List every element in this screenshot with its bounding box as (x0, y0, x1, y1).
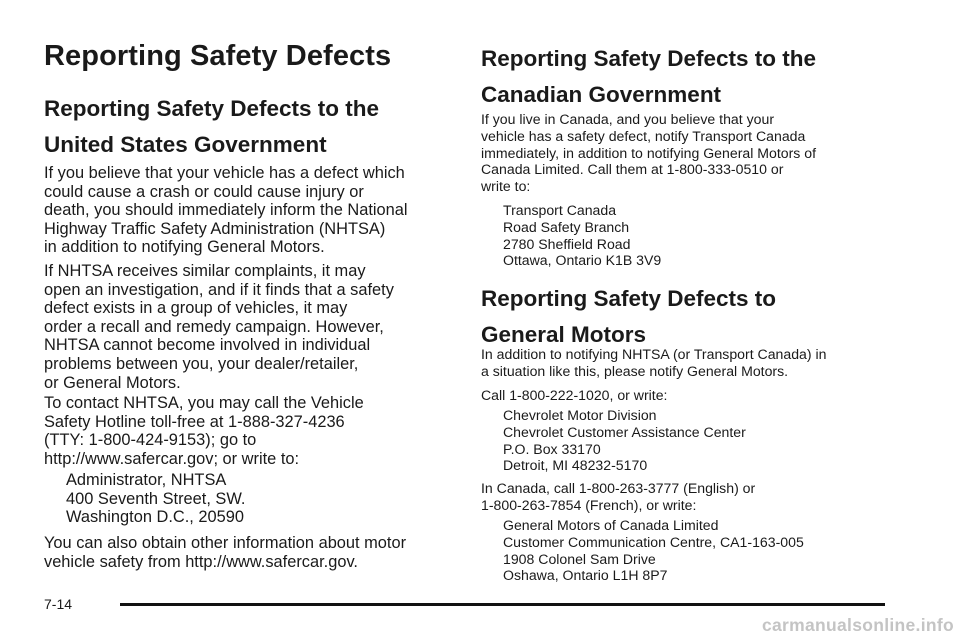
us-paragraph-4 (44, 534, 406, 571)
watermark: carmanualsonline.info (761, 615, 954, 635)
address-line: 1908 Colonel Sam Drive (503, 550, 656, 567)
text-line: 1-800-263-7854 (French), or write: (481, 496, 697, 513)
address-line: Ottawa, Ontario K1B 3V9 (503, 252, 662, 269)
us-government-heading (44, 91, 379, 163)
chevrolet-address (481, 407, 746, 474)
transport-canada-address (481, 202, 661, 269)
footer-rule (120, 603, 885, 606)
address-line: 400 Seventh Street, SW. (66, 489, 246, 508)
address-line: 2780 Sheffield Road (503, 235, 631, 252)
text-line: immediately, in addition to notifying General Motors of (481, 144, 817, 161)
text-line: problems between you, your dealer/retailer, (44, 354, 359, 373)
text-line: NHTSA cannot become involved in individual (44, 336, 371, 355)
heading-line: Reporting Safety Defects to (481, 286, 777, 311)
canada-paragraph-1 (481, 111, 816, 195)
text-line: Call 1-800-222-1020, or write: (481, 387, 668, 403)
gm-paragraph-2 (481, 387, 667, 404)
text-line: defect exists in a group of vehicles, it may (44, 299, 348, 318)
general-motors-heading (481, 281, 776, 353)
text-line: In Canada, call 1-800-263-3777 (English) or (481, 480, 756, 496)
heading-line: Canadian Government (481, 82, 722, 107)
text-line: or General Motors. (44, 373, 181, 392)
text-line: Highway Traffic Safety Administration (NHTSA) (44, 219, 386, 238)
text-line: Safety Hotline toll-free at 1-888-327-4236 (44, 412, 345, 431)
text-line: a situation like this, please notify General Motors. (481, 362, 789, 379)
text-line: If NHTSA receives similar complaints, it may (44, 262, 366, 280)
text-line: write to: (481, 178, 531, 195)
heading-line: Reporting Safety Defects to the (44, 96, 380, 121)
text-line: order a recall and remedy campaign. However, (44, 317, 384, 336)
address-line: General Motors of Canada Limited (503, 517, 719, 533)
address-line: P.O. Box 33170 (503, 440, 601, 457)
text-line: open an investigation, and if it finds that a safety (44, 280, 394, 299)
address-line: Administrator, NHTSA (66, 471, 227, 489)
text-line: http://www.safercar.gov; or write to: (44, 449, 300, 468)
heading-line: United States Government (44, 132, 327, 157)
address-line: Chevrolet Motor Division (503, 407, 657, 423)
page-title: Reporting Safety Defects (44, 40, 392, 72)
us-paragraph-2 (44, 262, 394, 392)
address-line: Oshawa, Ontario L1H 8P7 (503, 567, 668, 584)
text-line: To contact NHTSA, you may call the Vehicle (44, 394, 364, 412)
text-line: vehicle safety from http://www.safercar.gov. (44, 552, 358, 571)
address-line: Washington D.C., 20590 (66, 508, 244, 527)
page-number: 7-14 (44, 596, 73, 612)
address-line: Chevrolet Customer Assistance Center (503, 423, 746, 440)
text-line: in addition to notifying General Motors. (44, 238, 325, 257)
text-line: In addition to notifying NHTSA (or Transport Canada) in (481, 346, 827, 362)
text-line: If you believe that your vehicle has a defect which (44, 164, 405, 182)
heading-line: General Motors (481, 322, 647, 347)
text-line: You can also obtain other information about motor (44, 534, 407, 552)
us-paragraph-1 (44, 164, 408, 257)
address-line: Road Safety Branch (503, 218, 630, 235)
address-line: Transport Canada (503, 202, 617, 218)
address-line: Customer Communication Centre, CA1-163-005 (503, 533, 804, 550)
text-line: death, you should immediately inform the National (44, 201, 408, 220)
text-line: vehicle has a safety defect, notify Transport Canada (481, 127, 806, 144)
canada-government-heading (481, 41, 816, 113)
text-line: If you live in Canada, and you believe that your (481, 111, 775, 127)
text-line: could cause a crash or could cause injury or (44, 182, 364, 201)
gm-canada-address (481, 517, 804, 584)
text-line: (TTY: 1-800-424-9153); go to (44, 431, 257, 450)
address-line: Detroit, MI 48232-5170 (503, 457, 648, 474)
us-paragraph-3 (44, 394, 364, 468)
nhtsa-address (44, 471, 246, 527)
text-line: Canada Limited. Call them at 1-800-333-0510 or (481, 161, 784, 178)
gm-paragraph-3 (481, 480, 755, 514)
gm-paragraph-1 (481, 346, 826, 380)
heading-line: Reporting Safety Defects to the (481, 46, 817, 71)
